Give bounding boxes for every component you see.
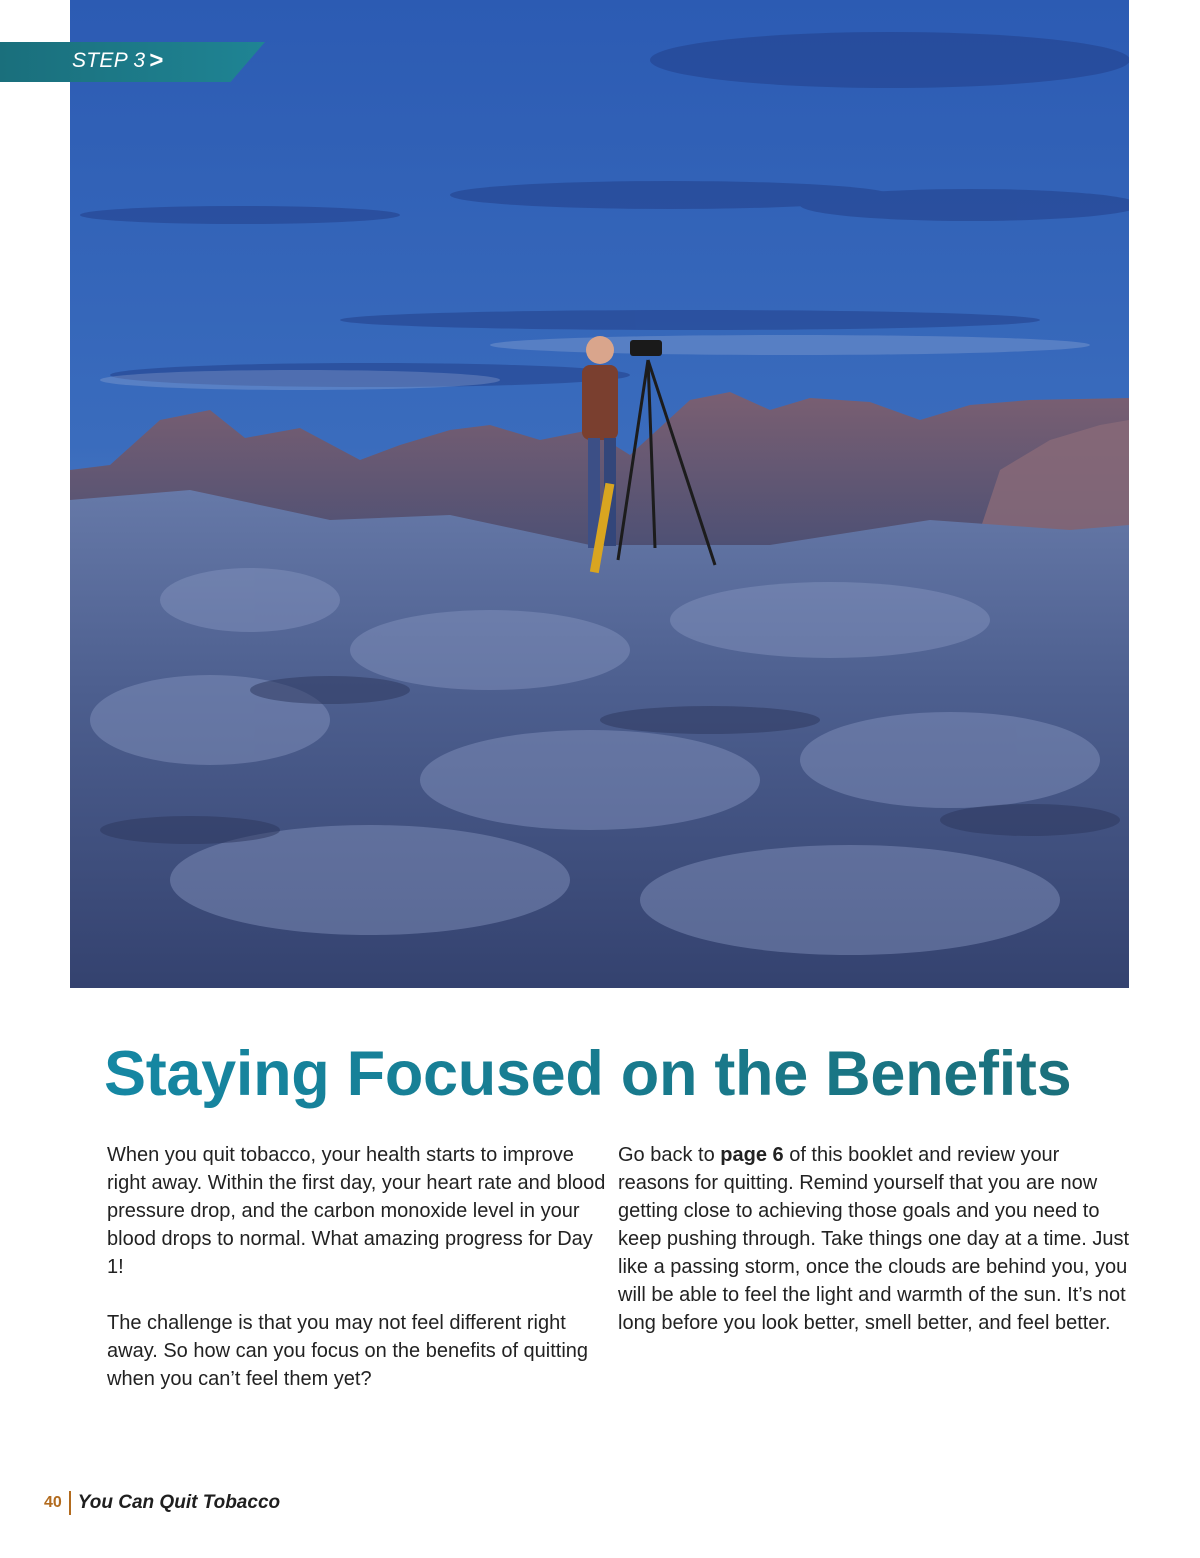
left-column: [107, 1141, 607, 1421]
text-after-link: of this booklet and review your reasons for quitting. Remind yourself that you are now getting close to achieving those goals and you need to keep pushing through. Take things one day at a time. Just like a passing storm, once the clouds are behind you, you will be able to feel the light and warmth of the sun. It’s not long before you look better, smell better, and feel better.: [618, 1144, 1130, 1334]
step-label: STEP 3: [72, 49, 146, 72]
page-title: Staying Focused on the Benefits: [104, 1036, 1104, 1112]
page-footer: [44, 1490, 280, 1516]
footer-divider: [69, 1491, 71, 1515]
paragraph-health-improve: When you quit tobacco, your health starts to improve right away. Within the first day, your heart rate and blood pressure drop, and the carbon monoxide level in your blood drops to normal. What amazing progress for Day 1!: [107, 1144, 606, 1278]
right-column: [618, 1141, 1130, 1365]
paragraph-go-back: [618, 1141, 1130, 1337]
landscape-image: [70, 0, 1129, 988]
step-indicator: [72, 49, 164, 73]
chevron-right-icon: >: [149, 47, 164, 74]
text-before-link: Go back to: [618, 1144, 721, 1166]
page-number: 40: [44, 1494, 62, 1511]
hero-photo: [70, 0, 1129, 988]
page-reference: page 6: [720, 1144, 784, 1166]
paragraph-challenge: The challenge is that you may not feel different right away. So how can you focus on the benefits of quitting when you can’t feel them yet?: [107, 1312, 589, 1390]
book-title: You Can Quit Tobacco: [77, 1492, 281, 1513]
